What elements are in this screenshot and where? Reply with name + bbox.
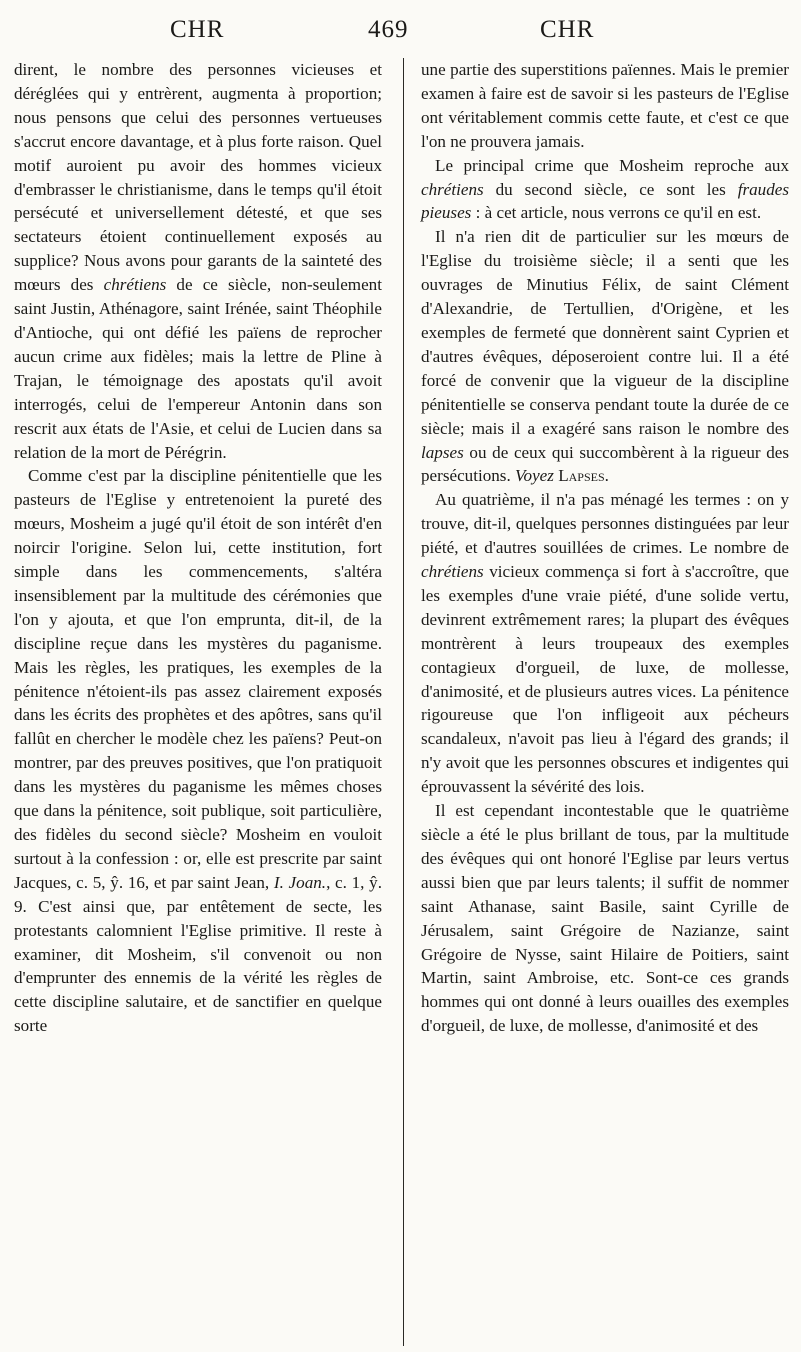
cross-reference: Lapses. (558, 466, 609, 486)
right-column (421, 58, 789, 1038)
text-run: vicieux commença si fort à s'accroître, que les exemples d'une vraie piété, d'une solide vertu, devinrent extrêmement rares; la plupart des évêques montrèrent à leurs troupeaux des exemples contagieux d'orgueil, de luxe, de mollesse, d'animosité, et de plusieurs autres vices. La pénitence rigoureuse que l'on infligeoit aux pécheurs scandaleux, n'avoit pas lieu à l'égard des grands; il n'y avoit que les personnes obscures et indigentes qui éprouvassent la sévérité des lois. (421, 562, 789, 797)
text-run: : à cet article, nous verrons ce qu'il en est. (471, 203, 762, 223)
right-paragraph-1 (421, 58, 789, 154)
italic-term: chrétiens (421, 562, 484, 582)
left-paragraph-2 (14, 464, 382, 1038)
right-paragraph-2 (421, 154, 789, 226)
page-number: 469 (368, 16, 409, 43)
italic-term: chrétiens (103, 275, 167, 295)
text-run: , c. 1, ŷ. 9. C'est ainsi que, par entêtement de secte, les protestants calomnient l'Eglise primitive. Il reste à examiner, dit Mosheim, s'il convenoit ou non d'emprunter des ennemis de la vérité les règles de cette discipline salutaire, et de sanctifier en quelque sorte (14, 872, 382, 1036)
column-divider (403, 58, 404, 1346)
text-run: Comme c'est par la discipline pénitentielle que les pasteurs de l'Eglise y entretenoient la pureté des mœurs, Mosheim a jugé qu'il étoit de son intérêt d'en noircir l'origine. Selon lui, cette institution, fort simple dans les commencements, s'altéra insensiblement par la multitude des cérémonies que l'on y ajouta, et que l'on emprunta, dit-il, de la discipline reçue dans les mystères du paganisme. Mais les règles, les pratiques, les exemples de la pénitence n'étoient-ils pas assez clairement exposés dans les écrits des prophètes et des apôtres, sans qu'il fallût en chercher le modèle chez les païens? Peut-on montrer, par des preuves positives, que l'on pratiquoit dans les mystères du paganisme les mêmes choses que dans la pénitence, soit publique, soit particulière, des fidèles du second siècle? Mosheim en vouloit surtout à la confession : or, elle est prescrite par saint Jacques, c. 5, (14, 466, 382, 892)
italic-term: lapses (421, 442, 464, 462)
left-paragraph-1 (14, 58, 382, 464)
text-run: Au quatrième, il n'a pas ménagé les termes : on y trouve, dit-il, quelques personnes distinguées par leur piété, et d'autres souillées de crimes. Le nombre de (421, 490, 789, 558)
left-column (14, 58, 382, 1038)
right-paragraph-3 (421, 225, 789, 488)
text-run: de ce siècle, non-seulement saint Justin, Athénagore, saint Irénée, saint Théophile d'Antioche, qui ont défié les païens de reprocher aucun crime aux fidèles; mais la lettre de Pline à Trajan, le témoignage des apostats qu'il avoit interrogés, celui de l'empereur Antonin dans son rescrit aux états de l'Asie, et celui de Lucien dans sa relation de la mort de Pérégrin. (14, 275, 382, 462)
running-header (0, 16, 801, 50)
italic-term: fraudes pieuses (421, 179, 789, 223)
right-paragraph-5 (421, 799, 789, 1038)
italic-citation: I. Joan. (273, 872, 327, 892)
text-run: Le principal crime que Mosheim reproche aux (435, 155, 789, 175)
right-paragraph-4 (421, 488, 789, 799)
text-run: Il est cependant incontestable que le quatrième siècle a été le plus brillant de tous, par la multitude des évêques qui ont honoré l'Eglise par leurs vertus aussi bien que par leurs talents; il suffit de nommer saint Athanase, saint Basile, saint Cyrille de Jérusalem, saint Grégoire de Nazianze, saint Grégoire de Nysse, saint Hilaire de Poitiers, saint Martin, saint Ambroise, etc. Sont-ce ces grands hommes qui ont donné à leurs ouailles des exemples d'orgueil, de luxe, de mollesse, d'animosité et des (421, 801, 789, 1036)
text-run: dirent, le nombre des personnes vicieuses et déréglées qui y entrèrent, augmenta à proportion; nous pensons que celui des personnes vertueuses s'accrut encore davantage, et à plus forte raison. Quel motif auroient pu avoir des hommes vicieux d'embrasser le christianisme, dans le temps qu'il étoit persécuté et universellement détesté, et que ses sectateurs étoient continuellement exposés au supplice? Nous avons pour garants de la sainteté des mœurs des (14, 60, 382, 295)
text-run: ou de ceux qui succombèrent à la rigueur des persécutions. (421, 442, 789, 486)
header-right-title: CHR (540, 16, 595, 43)
text-run: du second siècle, ce sont les (483, 179, 738, 199)
italic-term: chrétiens (421, 179, 484, 199)
text-run: ŷ. 16, et par saint Jean, (110, 872, 274, 892)
text-run: Il n'a rien dit de particulier sur les mœurs de l'Eglise du troisième siècle; il a senti que les ouvrages de Minutius Félix, de saint Clément d'Alexandrie, de Tertullien, d'Origène, et les exemples de fermeté que donnèrent saint Cyprien et d'autres évêques, déposeroient contre lui. Il a été forcé de convenir que la vigueur de la discipline pénitentielle se conserva pendant toute la durée de ce siècle; mais il a exagéré sans raison le nombre des (421, 227, 789, 438)
see-also-label: Voyez (515, 466, 554, 486)
header-left-title: CHR (170, 16, 225, 43)
text-run: une partie des superstitions païennes. Mais le premier examen à faire est de savoir si les pasteurs de l'Eglise ont véritablement commis cette faute, et c'est ce que l'on ne prouvera jamais. (421, 60, 789, 151)
